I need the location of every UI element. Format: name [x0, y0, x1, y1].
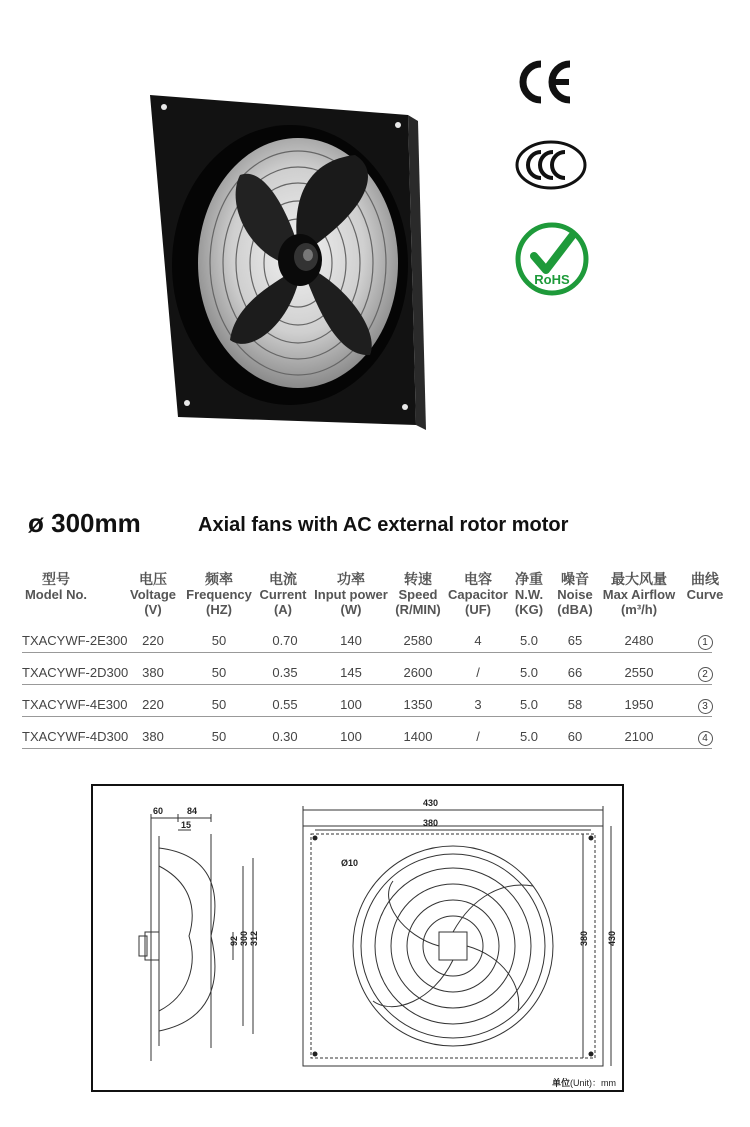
- cell-power: 100: [340, 697, 362, 712]
- cell-frequency: 50: [211, 729, 227, 744]
- table-row: [22, 726, 712, 749]
- front-venturi: [353, 846, 553, 1046]
- table-row: [22, 694, 712, 717]
- cell-curve: [684, 697, 726, 714]
- cell-power: 100: [340, 729, 362, 744]
- product-photo: [140, 85, 440, 430]
- dim-hole-spacing-h: 380: [423, 818, 439, 828]
- cell-model: TXACYWF-2D300: [22, 665, 129, 680]
- cell-weight: 5.0: [519, 697, 539, 712]
- cell-capacitor: /: [476, 665, 480, 680]
- cell-capacitor: 4: [474, 633, 482, 648]
- header-current: 电流 Current (A): [259, 571, 307, 617]
- table-row: [22, 630, 712, 653]
- dim-depth-total: 84: [187, 806, 198, 816]
- header-speed: 转速 Speed (R/MIN): [395, 571, 441, 617]
- header-capacitor: 电容 Capacitor (UF): [448, 571, 508, 617]
- table-row: [22, 662, 712, 685]
- ccc-mark-icon: [515, 140, 587, 190]
- cell-airflow: 2100: [624, 729, 654, 744]
- cell-capacitor: /: [476, 729, 480, 744]
- cell-weight: 5.0: [519, 665, 539, 680]
- cell-voltage: 220: [142, 697, 164, 712]
- cell-speed: 1400: [403, 729, 433, 744]
- cell-current: 0.30: [272, 729, 298, 744]
- header-input-power: 功率 Input power (W): [314, 571, 388, 617]
- header-curve: 曲线 Curve: [686, 571, 724, 602]
- dim-hole-dia: Ø10: [341, 858, 359, 868]
- curve-number: 4: [698, 731, 713, 746]
- fan-description-title: Axial fans with AC external rotor motor: [198, 514, 569, 536]
- cell-voltage: 220: [142, 633, 164, 648]
- fan-size-title: ø 300mm: [28, 508, 141, 538]
- cell-noise: 65: [567, 633, 583, 648]
- cell-frequency: 50: [211, 697, 227, 712]
- cell-voltage: 380: [142, 729, 164, 744]
- cell-model: TXACYWF-4D300: [22, 729, 129, 744]
- dimension-drawing-svg: [93, 786, 622, 1090]
- header-frequency: 频率 Frequency (HZ): [186, 571, 252, 617]
- dim-plate-width: 430: [423, 798, 439, 808]
- cell-model: TXACYWF-4E300: [22, 697, 128, 712]
- header-net-weight: 净重 N.W. (KG): [514, 571, 544, 617]
- rohs-text: RoHS: [534, 272, 570, 287]
- dimension-drawing: [91, 784, 624, 1092]
- header-noise: 噪音 Noise (dBA): [557, 571, 593, 617]
- front-hub: [439, 932, 467, 960]
- cell-current: 0.70: [272, 633, 298, 648]
- dim-motor-dia: 92: [229, 935, 239, 946]
- header-voltage: 电压 Voltage (V): [130, 571, 176, 617]
- cell-airflow: 2550: [624, 665, 654, 680]
- unit-note: 单位(Unit)：mm: [551, 1078, 616, 1088]
- curve-number: 3: [698, 699, 713, 714]
- dim-hole-spacing-v: 380: [579, 930, 589, 946]
- cell-current: 0.35: [272, 665, 298, 680]
- cell-noise: 66: [567, 665, 583, 680]
- cell-frequency: 50: [211, 665, 227, 680]
- cell-weight: 5.0: [519, 729, 539, 744]
- cell-curve: [684, 633, 726, 650]
- dim-guard-dia: 300: [239, 930, 249, 946]
- cell-capacitor: 3: [474, 697, 482, 712]
- cell-noise: 58: [567, 697, 583, 712]
- cell-curve: [684, 729, 726, 746]
- dim-plate-height: 430: [607, 930, 617, 946]
- cell-airflow: 2480: [624, 633, 654, 648]
- cell-model: TXACYWF-2E300: [22, 633, 128, 648]
- cell-speed: 2600: [403, 665, 433, 680]
- dim-fan-dia: 312: [249, 930, 259, 946]
- curve-number: 2: [698, 667, 713, 682]
- cell-weight: 5.0: [519, 633, 539, 648]
- curve-number: 1: [698, 635, 713, 650]
- cell-speed: 1350: [403, 697, 433, 712]
- rohs-mark-icon: [512, 222, 592, 296]
- cell-current: 0.55: [272, 697, 298, 712]
- cell-noise: 60: [567, 729, 583, 744]
- dim-depth-flange: 60: [153, 806, 164, 816]
- cell-speed: 2580: [403, 633, 433, 648]
- header-model: 型号 Model No.: [24, 571, 88, 602]
- ce-mark-icon: [515, 58, 573, 106]
- cell-power: 145: [340, 665, 362, 680]
- dim-flange-thickness: 15: [181, 820, 192, 830]
- cell-frequency: 50: [211, 633, 227, 648]
- header-max-airflow: 最大风量 Max Airflow (m³/h): [602, 571, 676, 617]
- cell-curve: [684, 665, 726, 682]
- cell-voltage: 380: [142, 665, 164, 680]
- cell-airflow: 1950: [624, 697, 654, 712]
- cell-power: 140: [340, 633, 362, 648]
